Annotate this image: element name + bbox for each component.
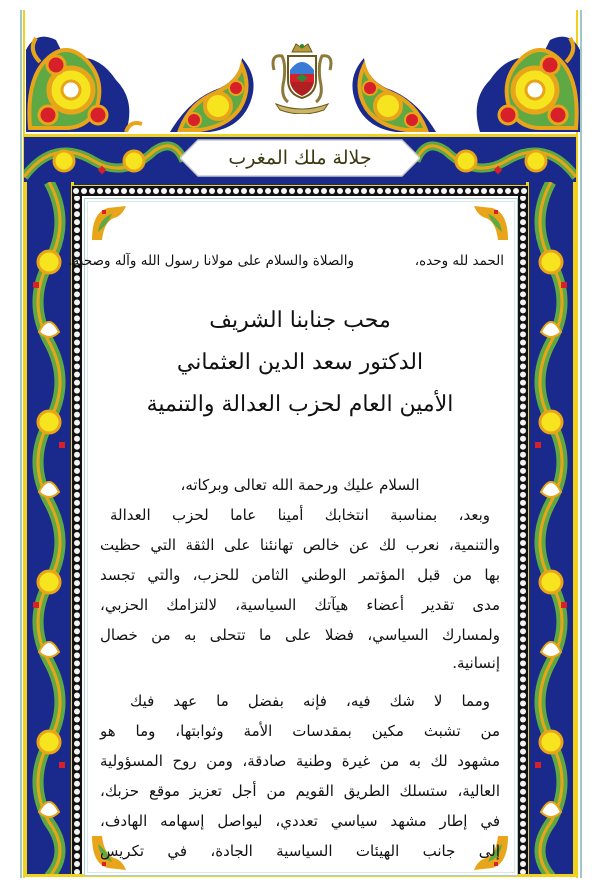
- pearl-bead: [74, 580, 80, 586]
- pearl-bead: [74, 644, 80, 650]
- pearl-bead: [281, 188, 287, 194]
- pearl-bead: [74, 757, 80, 763]
- pearl-bead: [121, 188, 127, 194]
- pearl-bead: [257, 188, 263, 194]
- pearl-bead: [74, 331, 80, 337]
- pearl-bead: [74, 275, 80, 281]
- pearl-bead: [74, 853, 80, 859]
- pearl-bead: [233, 188, 239, 194]
- pearl-bead: [74, 380, 80, 386]
- pearl-bead: [74, 444, 80, 450]
- pearl-bead: [520, 436, 526, 442]
- pearl-bead: [520, 564, 526, 570]
- pearl-bead: [74, 315, 80, 321]
- pearl-bead: [337, 188, 343, 194]
- pearl-bead: [74, 532, 80, 538]
- praise-part-1: الحمد لله وحده،: [414, 253, 504, 269]
- pearl-bead: [520, 749, 526, 755]
- emblem-flank-ornament-right: [336, 58, 436, 132]
- pearl-chain-top: [72, 186, 528, 196]
- pearl-bead: [520, 283, 526, 289]
- pearl-bead: [520, 861, 526, 867]
- pearl-bead: [520, 219, 526, 225]
- pearl-bead: [425, 188, 431, 194]
- pearl-bead: [520, 620, 526, 626]
- pearl-bead: [520, 652, 526, 658]
- pearl-bead: [74, 516, 80, 522]
- pearl-bead: [473, 188, 479, 194]
- pearl-bead: [520, 396, 526, 402]
- pearl-bead: [177, 188, 183, 194]
- pearl-bead: [520, 404, 526, 410]
- pearl-bead: [393, 188, 399, 194]
- pearl-bead: [520, 837, 526, 843]
- pearl-bead: [481, 188, 487, 194]
- pearl-bead: [520, 709, 526, 715]
- pearl-bead: [369, 188, 375, 194]
- royal-coat-of-arms-emblem: [266, 40, 338, 114]
- pearl-bead: [74, 676, 80, 682]
- pearl-bead: [74, 203, 80, 209]
- pearl-bead: [520, 524, 526, 530]
- pearl-bead: [74, 821, 80, 827]
- pearl-bead: [74, 492, 80, 498]
- pearl-bead: [520, 612, 526, 618]
- pearl-bead: [520, 211, 526, 217]
- pearl-bead: [185, 188, 191, 194]
- pearl-bead: [520, 331, 526, 337]
- pearl-bead: [433, 188, 439, 194]
- pearl-bead: [74, 211, 80, 217]
- body-line: العالية، ستسلك الطريق القويم من أجل تعزيز موقع حزبك،: [100, 782, 500, 800]
- pearl-bead: [74, 283, 80, 289]
- pearl-bead: [97, 188, 103, 194]
- pearl-bead: [273, 188, 279, 194]
- pearl-bead: [520, 508, 526, 514]
- pearl-bead: [74, 789, 80, 795]
- pearl-bead: [74, 291, 80, 297]
- pearl-bead: [520, 580, 526, 586]
- pearl-bead: [74, 797, 80, 803]
- pearl-bead: [74, 307, 80, 313]
- pearl-bead: [520, 347, 526, 353]
- body-line: مدى تقدير أعضاء هيآتك السياسية، لالتزامك الحزبي،: [100, 596, 500, 614]
- pearl-bead: [409, 188, 415, 194]
- pearl-bead: [520, 235, 526, 241]
- pearl-bead: [74, 556, 80, 562]
- pearl-bead: [520, 548, 526, 554]
- pearl-bead: [520, 380, 526, 386]
- pearl-bead: [217, 188, 223, 194]
- pearl-bead: [520, 291, 526, 297]
- pearl-bead: [74, 508, 80, 514]
- outer-frame-right-gold: [576, 10, 578, 878]
- pearl-bead: [137, 188, 143, 194]
- pearl-bead: [74, 235, 80, 241]
- pearl-bead: [520, 588, 526, 594]
- pearl-bead: [520, 773, 526, 779]
- pearl-bead: [385, 188, 391, 194]
- pearl-bead: [74, 684, 80, 690]
- pearl-bead: [489, 188, 495, 194]
- pearl-bead: [289, 188, 295, 194]
- outer-frame-right-line: [580, 10, 582, 878]
- pearl-bead: [520, 684, 526, 690]
- pearl-bead: [145, 188, 151, 194]
- pearl-bead: [520, 444, 526, 450]
- pearl-bead: [74, 620, 80, 626]
- pearl-bead: [74, 829, 80, 835]
- pearl-bead: [74, 749, 80, 755]
- pearl-bead: [305, 188, 311, 194]
- pearl-bead: [520, 339, 526, 345]
- pearl-bead: [520, 484, 526, 490]
- fleuron-top-left: [88, 202, 130, 244]
- pearl-bead: [74, 452, 80, 458]
- pearl-bead: [74, 717, 80, 723]
- pearl-bead: [74, 372, 80, 378]
- pearl-bead: [249, 188, 255, 194]
- pearl-bead: [81, 188, 87, 194]
- pearl-bead: [74, 524, 80, 530]
- pearl-bead: [520, 356, 526, 362]
- pearl-bead: [457, 188, 463, 194]
- pearl-bead: [520, 299, 526, 305]
- pearl-bead: [449, 188, 455, 194]
- pearl-bead: [505, 188, 511, 194]
- pearl-bead: [520, 692, 526, 698]
- body-line: بها من قبل المؤتمر الوطني الثامن للحزب، والتي تجسد: [100, 566, 500, 584]
- pearl-bead: [161, 188, 167, 194]
- pearl-bead: [377, 188, 383, 194]
- pearl-bead: [520, 821, 526, 827]
- pearl-bead: [74, 692, 80, 698]
- pearl-bead: [313, 188, 319, 194]
- pearl-bead: [520, 492, 526, 498]
- pearl-bead: [520, 676, 526, 682]
- pearl-bead: [89, 188, 95, 194]
- pearl-bead: [74, 725, 80, 731]
- pearl-bead: [520, 243, 526, 249]
- body-line: إنسانية.: [452, 654, 500, 672]
- pearl-bead: [520, 452, 526, 458]
- pearl-bead: [520, 733, 526, 739]
- pearl-bead: [74, 468, 80, 474]
- pearl-bead: [361, 188, 367, 194]
- pearl-bead: [74, 861, 80, 867]
- pearl-bead: [225, 188, 231, 194]
- pearl-bead: [74, 436, 80, 442]
- praise-part-2: والصلاة والسلام على مولانا رسول الله وآله وصحبه.: [68, 253, 354, 269]
- pearl-bead: [113, 188, 119, 194]
- outer-frame-left-line: [20, 10, 22, 878]
- pearl-bead: [520, 781, 526, 787]
- pearl-bead: [520, 668, 526, 674]
- emblem-flank-ornament-left: [170, 58, 270, 132]
- pearl-bead: [520, 604, 526, 610]
- pearl-bead: [74, 765, 80, 771]
- addressee-line-2: الدكتور سعد الدين العثماني: [176, 350, 424, 375]
- pearl-bead: [74, 564, 80, 570]
- pearl-bead: [74, 741, 80, 747]
- pearl-bead: [169, 188, 175, 194]
- pearl-bead: [74, 604, 80, 610]
- pearl-bead: [520, 372, 526, 378]
- pearl-bead: [520, 323, 526, 329]
- pearl-bead: [520, 845, 526, 851]
- corner-ornament-left: [26, 20, 146, 132]
- pearl-bead: [74, 773, 80, 779]
- pearl-bead: [74, 636, 80, 642]
- pearl-bead: [74, 420, 80, 426]
- body-line: مشهود لك به من غيرة وطنية صادقة، ومن روح المسؤولية: [100, 752, 500, 770]
- pearl-bead: [520, 428, 526, 434]
- pearl-bead: [417, 188, 423, 194]
- pearl-bead: [74, 412, 80, 418]
- pearl-bead: [520, 717, 526, 723]
- pearl-bead: [497, 188, 503, 194]
- pearl-bead: [520, 532, 526, 538]
- pearl-bead: [193, 188, 199, 194]
- pearl-bead: [520, 259, 526, 265]
- pearl-bead: [74, 652, 80, 658]
- pearl-chain-left: [72, 186, 82, 876]
- pearl-bead: [265, 188, 271, 194]
- pearl-bead: [74, 476, 80, 482]
- pearl-bead: [465, 188, 471, 194]
- pearl-bead: [74, 500, 80, 506]
- pearl-bead: [401, 188, 407, 194]
- pearl-bead: [520, 636, 526, 642]
- pearl-bead: [74, 428, 80, 434]
- pearl-bead: [520, 701, 526, 707]
- pearl-bead: [321, 188, 327, 194]
- pearl-bead: [201, 188, 207, 194]
- pearl-bead: [520, 468, 526, 474]
- pearl-bead: [520, 797, 526, 803]
- pearl-bead: [74, 388, 80, 394]
- pearl-bead: [520, 315, 526, 321]
- pearl-bead: [520, 757, 526, 763]
- pearl-bead: [520, 267, 526, 273]
- pearl-bead: [329, 188, 335, 194]
- pearl-bead: [74, 404, 80, 410]
- pearl-bead: [74, 596, 80, 602]
- pearl-bead: [520, 412, 526, 418]
- pearl-bead: [74, 356, 80, 362]
- pearl-bead: [74, 588, 80, 594]
- pearl-bead: [520, 388, 526, 394]
- right-ornamental-border: [526, 182, 576, 877]
- pearl-bead: [74, 540, 80, 546]
- pearl-bead: [520, 251, 526, 257]
- pearl-bead: [74, 347, 80, 353]
- pearl-bead: [520, 540, 526, 546]
- pearl-bead: [74, 845, 80, 851]
- pearl-bead: [520, 628, 526, 634]
- pearl-bead: [74, 612, 80, 618]
- body-line: إلى جانب الهيئات السياسية الجادة، في تكريس: [100, 842, 500, 860]
- opening-praise: [68, 246, 504, 276]
- pearl-bead: [520, 725, 526, 731]
- pearl-bead: [74, 484, 80, 490]
- pearl-bead: [520, 853, 526, 859]
- pearl-bead: [74, 781, 80, 787]
- body-line: ومما لا شك فيه، فإنه بفضل ما عهد فيك: [130, 692, 490, 710]
- pearl-bead: [520, 805, 526, 811]
- pearl-bead: [74, 628, 80, 634]
- body-line-greeting: السلام عليك ورحمة الله تعالى وبركاته،: [180, 476, 420, 494]
- pearl-bead: [74, 733, 80, 739]
- body-line: وبعد، بمناسبة انتخابك أمينا عاما لحزب العدالة: [110, 506, 490, 524]
- pearl-bead: [153, 188, 159, 194]
- pearl-bead: [74, 299, 80, 305]
- pearl-bead: [74, 837, 80, 843]
- pearl-bead: [520, 741, 526, 747]
- pearl-bead: [520, 644, 526, 650]
- pearl-bead: [520, 556, 526, 562]
- pearl-bead: [520, 660, 526, 666]
- pearl-bead: [209, 188, 215, 194]
- pearl-bead: [129, 188, 135, 194]
- pearl-bead: [73, 188, 79, 194]
- pearl-bead: [520, 813, 526, 819]
- pearl-bead: [74, 709, 80, 715]
- pearl-bead: [74, 572, 80, 578]
- body-line: ولمسارك السياسي، فضلا على ما تتحلى به من خصال: [100, 626, 500, 644]
- left-ornamental-border: [24, 182, 74, 877]
- pearl-bead: [520, 765, 526, 771]
- pearl-bead: [520, 572, 526, 578]
- pearl-bead: [74, 396, 80, 402]
- pearl-bead: [105, 188, 111, 194]
- fleuron-top-right: [470, 202, 512, 244]
- pearl-bead: [353, 188, 359, 194]
- pearl-bead: [74, 227, 80, 233]
- pearl-bead: [520, 420, 526, 426]
- pearl-bead: [74, 460, 80, 466]
- pearl-bead: [74, 323, 80, 329]
- addressee-line-3: الأمين العام لحزب العدالة والتنمية: [146, 392, 454, 417]
- pearl-bead: [74, 219, 80, 225]
- pearl-bead: [74, 701, 80, 707]
- pearl-bead: [74, 813, 80, 819]
- pearl-bead: [520, 829, 526, 835]
- pearl-bead: [521, 188, 527, 194]
- pearl-bead: [520, 227, 526, 233]
- pearl-bead: [74, 660, 80, 666]
- addressee-line-1: محب جنابنا الشريف: [209, 308, 391, 333]
- pearl-bead: [241, 188, 247, 194]
- body-line: في إطار مشهد سياسي تعددي، ليواصل إسهامه الهادف،: [100, 812, 500, 830]
- pearl-bead: [520, 307, 526, 313]
- pearl-bead: [520, 500, 526, 506]
- pearl-chain-right: [518, 186, 528, 876]
- pearl-bead: [441, 188, 447, 194]
- pearl-bead: [74, 668, 80, 674]
- pearl-bead: [520, 516, 526, 522]
- pearl-bead: [520, 203, 526, 209]
- pearl-bead: [520, 460, 526, 466]
- pearl-bead: [520, 275, 526, 281]
- pearl-bead: [520, 596, 526, 602]
- body-line: والتنمية، نعرب لك عن خالص تهانئنا على الثقة التي حظيت: [100, 536, 500, 554]
- body-line: من تشبث مكين بمقدسات الأمة وثوابتها، وما هو: [100, 722, 500, 740]
- pearl-bead: [74, 805, 80, 811]
- pearl-bead: [297, 188, 303, 194]
- pearl-bead: [520, 789, 526, 795]
- header-title: جلالة ملك المغرب: [228, 147, 372, 169]
- pearl-bead: [520, 364, 526, 370]
- pearl-bead: [74, 364, 80, 370]
- pearl-bead: [513, 188, 519, 194]
- pearl-bead: [345, 188, 351, 194]
- corner-ornament-right: [460, 20, 580, 132]
- pearl-bead: [74, 548, 80, 554]
- pearl-bead: [74, 339, 80, 345]
- pearl-bead: [520, 476, 526, 482]
